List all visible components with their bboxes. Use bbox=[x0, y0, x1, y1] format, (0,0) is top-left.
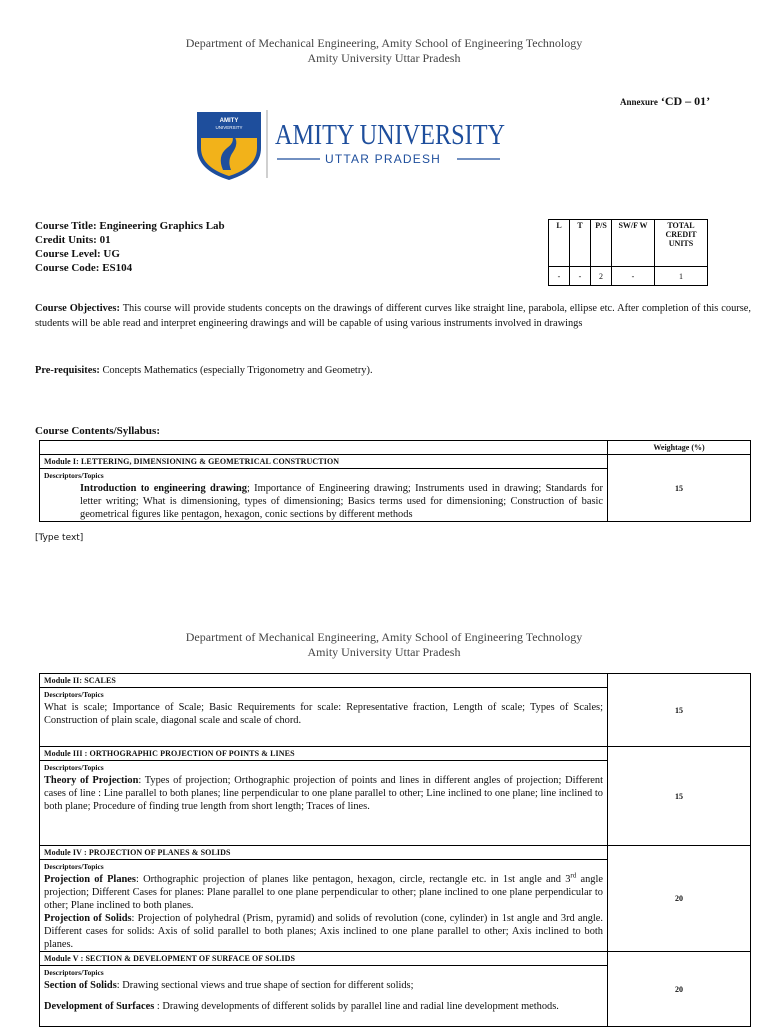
annexure-label: Annexure ‘CD – 01’ bbox=[620, 94, 711, 108]
svg-text:UNIVERSITY: UNIVERSITY bbox=[215, 125, 243, 130]
descriptors-label: Descriptors/Topics bbox=[44, 471, 104, 480]
credits-value-total: 1 bbox=[655, 267, 708, 286]
module-5-title: Module V : SECTION & DEVELOPMENT OF SURFACE OF SOLIDS bbox=[40, 952, 608, 966]
department-line: Department of Mechanical Engineering, Amity School of Engineering Technology bbox=[185, 36, 583, 50]
module-4-title: Module IV : PROJECTION OF PLANES & SOLIDS bbox=[40, 846, 608, 860]
credits-header-t: T bbox=[570, 220, 591, 267]
module-3-weight: 15 bbox=[608, 747, 751, 846]
descriptors-label: Descriptors/Topics bbox=[44, 862, 104, 871]
module-4-planes: Projection of Planes: Orthographic projection of planes like pentagon, hexagon, circle, rectangle etc. in 1st angle and 3rd angle projection; Different Cases for planes: Plane parallel to one plane perpendicular to other; plane inclined to one plane perpendicular to other; Plane inclined to both planes. bbox=[44, 871, 603, 911]
prerequisites bbox=[35, 363, 751, 378]
credits-value-l: - bbox=[549, 267, 570, 286]
credits-value-swfw: - bbox=[612, 267, 655, 286]
module-1-weight: 15 bbox=[608, 455, 751, 522]
module-1-table bbox=[39, 440, 751, 522]
amity-logo bbox=[195, 108, 515, 180]
credits-header-swfw: SW/F W bbox=[612, 220, 655, 267]
logo-subtitle: UTTAR PRADESH bbox=[325, 152, 442, 166]
credits-table bbox=[548, 219, 708, 286]
descriptors-label: Descriptors/Topics bbox=[44, 763, 104, 772]
weightage-header: Weightage (%) bbox=[608, 441, 751, 455]
module-1-title: Module I: LETTERING, DIMENSIONING & GEOMETRICAL CONSTRUCTION bbox=[40, 455, 608, 469]
course-title: Course Title: Engineering Graphics Lab bbox=[35, 220, 225, 232]
prereq-label: Pre-requisites: bbox=[35, 365, 100, 376]
module-3-title: Module III : ORTHOGRAPHIC PROJECTION OF POINTS & LINES bbox=[40, 747, 608, 761]
objectives-label: Course Objectives: bbox=[35, 303, 120, 314]
university-line: Amity University Uttar Pradesh bbox=[307, 51, 461, 65]
credit-units: Credit Units: 01 bbox=[35, 234, 111, 246]
module-3-content: Theory of Projection: Types of projection; Orthographic projection of points and lines in different angles of projection; Different cases of line : Line parallel to both planes; line perpendicular to one plane parallel to other; Line inclined to one plane; line inclined to both plane; Procedure of finding true length from short length; Traces of lines. bbox=[44, 775, 603, 812]
descriptors-label: Descriptors/Topics bbox=[44, 690, 104, 699]
module-5-development: Development of Surfaces : Drawing developments of different solids by parallel line and radial line development methods. bbox=[44, 1001, 559, 1012]
module-4-weight: 20 bbox=[608, 846, 751, 952]
module-2-weight: 15 bbox=[608, 674, 751, 747]
svg-text:AMITY: AMITY bbox=[219, 118, 239, 124]
contents-title: Course Contents/Syllabus: bbox=[35, 425, 160, 437]
prereq-text: Concepts Mathematics (especially Trigonometry and Geometry). bbox=[99, 365, 373, 376]
descriptors-label: Descriptors/Topics bbox=[44, 968, 104, 977]
course-info bbox=[35, 219, 225, 275]
credits-header-ps: P/S bbox=[591, 220, 612, 267]
module-2-title: Module II: SCALES bbox=[40, 674, 608, 688]
module-4-solids: Projection of Solids: Projection of polyhedral (Prism, pyramid) and solids of revolution (cone, cylinder) in 1st angle and 3rd angle. Different cases for solids: Axis of solid parallel to both planes; Axis inclined to one plane parallel to other; Axis inclined to both planes. bbox=[44, 913, 603, 950]
department-line: Department of Mechanical Engineering, Amity School of Engineering Technology bbox=[185, 630, 583, 644]
module-1-content: Introduction to engineering drawing; Importance of Engineering drawing; Instruments used in drawing; Standards for letter writing; What is dimensioning, types of dimensioning; Basics terms used for dimensioning; Construction of basic geometrical figures like pentagon, hexagon, conic sections by different methods bbox=[80, 483, 603, 520]
course-level: Course Level: UG bbox=[35, 248, 120, 260]
type-text-placeholder: [Type text] bbox=[35, 533, 84, 543]
objectives-text: This course will provide students concepts on the drawings of different curves like straight line, parabola, ellipse etc. After completion of this course, students will be able read and interpret engineering drawings and will be capable of using various instruments involved in drawings bbox=[35, 303, 751, 329]
university-line: Amity University Uttar Pradesh bbox=[307, 645, 461, 659]
page-header bbox=[0, 36, 768, 66]
module-5-weight: 20 bbox=[608, 952, 751, 1027]
credits-value-t: - bbox=[570, 267, 591, 286]
page-2-header bbox=[0, 630, 768, 660]
credits-value-ps: 2 bbox=[591, 267, 612, 286]
course-code: Course Code: ES104 bbox=[35, 262, 133, 274]
modules-table bbox=[39, 673, 751, 1027]
course-objectives bbox=[35, 301, 751, 331]
logo-name: AMITY UNIVERSITY bbox=[275, 120, 505, 151]
module-2-content: What is scale; Importance of Scale; Basic Requirements for scale: Representative fraction, Length of scale; Types of Scales; Construction of plain scale, diagonal scale and scale of chord. bbox=[44, 702, 603, 726]
credits-header-total: TOTAL CREDIT UNITS bbox=[655, 220, 708, 267]
module-5-section: Section of Solids: Drawing sectional views and true shape of section for different solids; bbox=[44, 980, 414, 991]
credits-header-l: L bbox=[549, 220, 570, 267]
